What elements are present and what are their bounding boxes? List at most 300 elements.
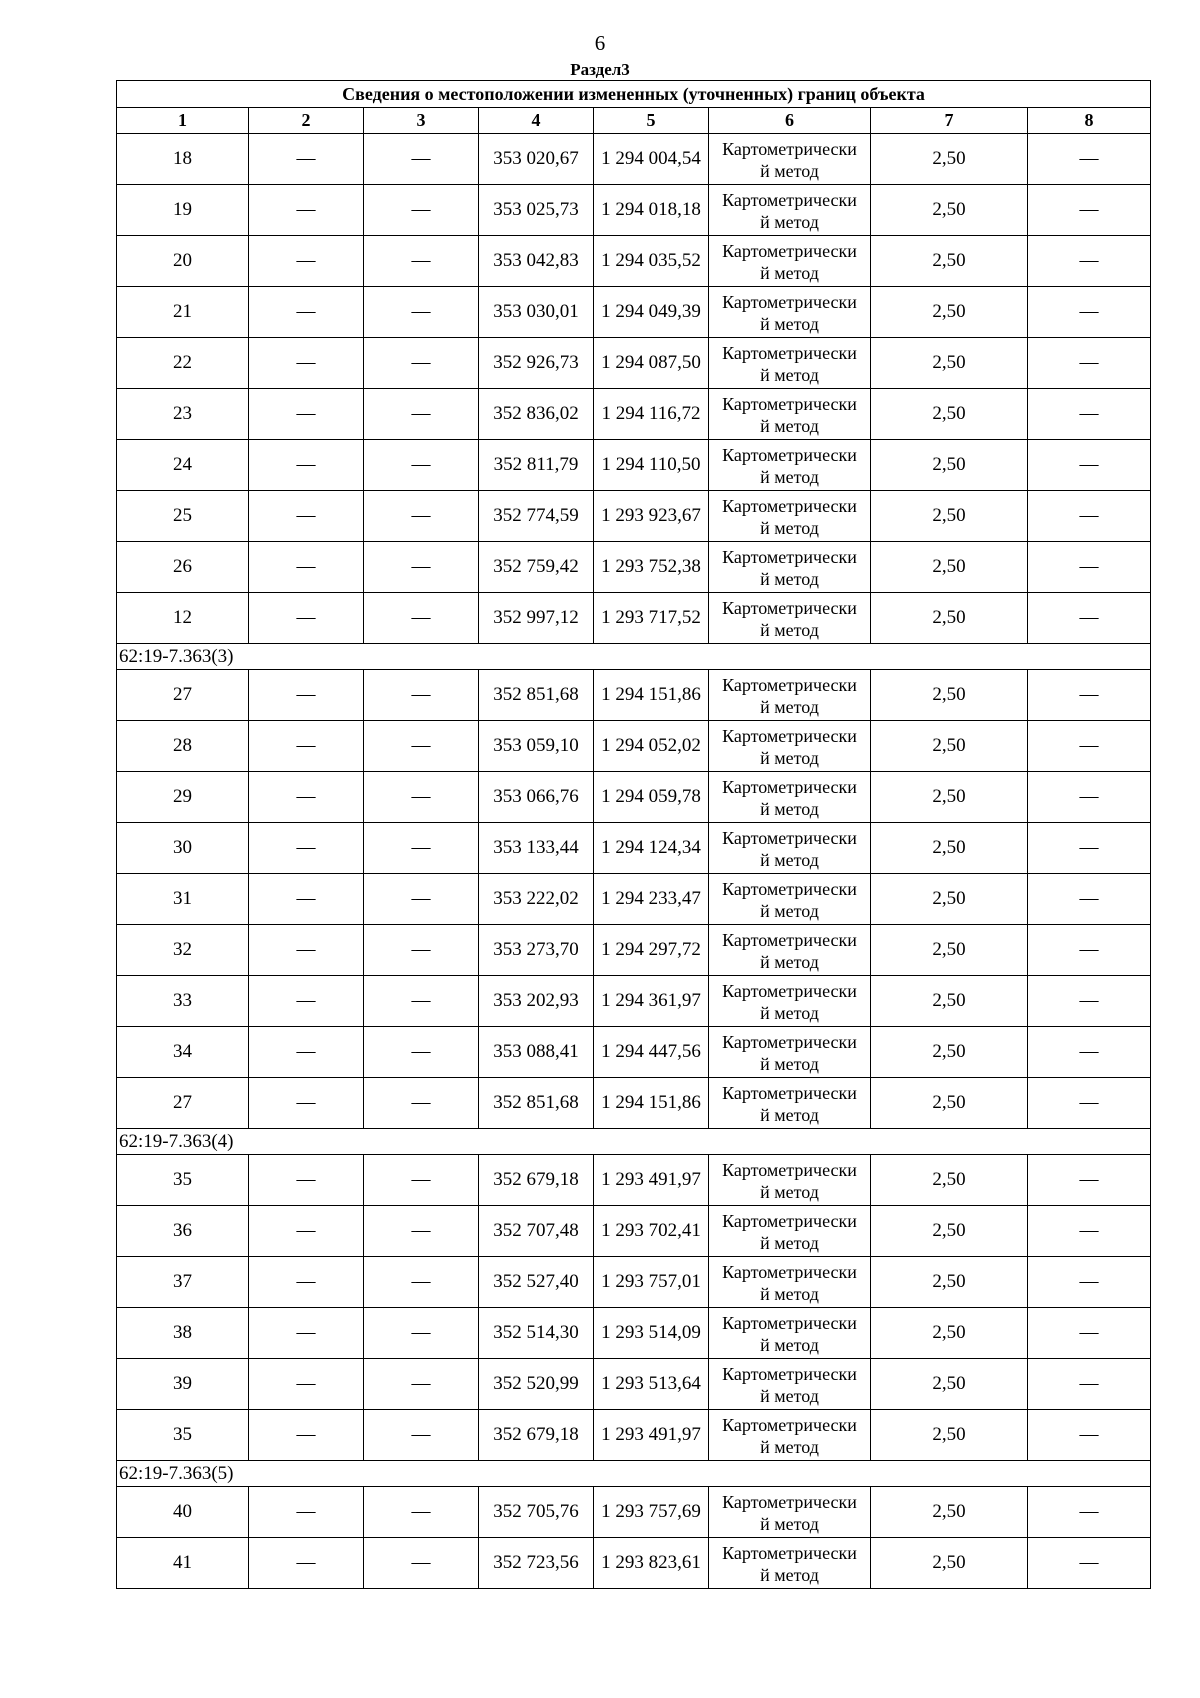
empty-dash: — — [364, 338, 479, 389]
point-number: 41 — [117, 1538, 249, 1589]
coordinate-y: 1 294 049,39 — [594, 287, 709, 338]
method-line-1: Картометрически — [722, 674, 857, 695]
method-line-1: Картометрически — [722, 393, 857, 414]
method-cell — [709, 1487, 871, 1538]
point-number: 27 — [117, 1078, 249, 1129]
method-line-2: й метод — [760, 696, 819, 717]
method-line-1: Картометрически — [722, 980, 857, 1001]
table-row — [117, 1078, 1151, 1129]
empty-dash: — — [249, 1308, 364, 1359]
point-number: 29 — [117, 772, 249, 823]
empty-dash: — — [249, 593, 364, 644]
method-cell — [709, 925, 871, 976]
coordinate-x: 353 020,67 — [479, 134, 594, 185]
method-line-1: Картометрически — [722, 138, 857, 159]
empty-dash: — — [1028, 491, 1151, 542]
table-row — [117, 1410, 1151, 1461]
empty-dash: — — [1028, 185, 1151, 236]
table-row — [117, 338, 1151, 389]
table-row — [117, 670, 1151, 721]
method-line-1: Картометрически — [722, 495, 857, 516]
method-cell — [709, 440, 871, 491]
coordinate-y: 1 294 151,86 — [594, 1078, 709, 1129]
empty-dash: — — [364, 1257, 479, 1308]
empty-dash: — — [364, 670, 479, 721]
table-row — [117, 1359, 1151, 1410]
method-line-1: Картометрически — [722, 1031, 857, 1052]
coordinate-x: 352 514,30 — [479, 1308, 594, 1359]
method-line-2: й метод — [760, 517, 819, 538]
empty-dash: — — [249, 1206, 364, 1257]
method-line-2: й метод — [760, 1436, 819, 1457]
parcel-group-label: 62:19-7.363(4) — [117, 1129, 1151, 1155]
accuracy-value: 2,50 — [871, 134, 1028, 185]
empty-dash: — — [249, 925, 364, 976]
coordinate-x: 352 926,73 — [479, 338, 594, 389]
empty-dash: — — [1028, 925, 1151, 976]
coordinate-y: 1 293 514,09 — [594, 1308, 709, 1359]
coordinate-y: 1 294 052,02 — [594, 721, 709, 772]
empty-dash: — — [1028, 874, 1151, 925]
accuracy-value: 2,50 — [871, 1155, 1028, 1206]
coordinate-x: 353 273,70 — [479, 925, 594, 976]
method-cell — [709, 721, 871, 772]
empty-dash: — — [1028, 236, 1151, 287]
accuracy-value: 2,50 — [871, 185, 1028, 236]
accuracy-value: 2,50 — [871, 772, 1028, 823]
parcel-group-row — [117, 644, 1151, 670]
empty-dash: — — [364, 593, 479, 644]
empty-dash: — — [1028, 823, 1151, 874]
table-row — [117, 593, 1151, 644]
point-number: 26 — [117, 542, 249, 593]
table-row — [117, 287, 1151, 338]
coordinate-x: 353 088,41 — [479, 1027, 594, 1078]
table-row — [117, 874, 1151, 925]
method-cell — [709, 772, 871, 823]
empty-dash: — — [249, 440, 364, 491]
method-cell — [709, 389, 871, 440]
method-line-1: Картометрически — [722, 1159, 857, 1180]
method-line-2: й метод — [760, 951, 819, 972]
method-cell — [709, 236, 871, 287]
coordinate-x: 352 723,56 — [479, 1538, 594, 1589]
empty-dash: — — [364, 236, 479, 287]
table-row — [117, 1206, 1151, 1257]
method-cell — [709, 593, 871, 644]
coordinate-x: 353 133,44 — [479, 823, 594, 874]
table-row — [117, 185, 1151, 236]
table-row — [117, 1308, 1151, 1359]
empty-dash: — — [1028, 1257, 1151, 1308]
empty-dash: — — [364, 1027, 479, 1078]
point-number: 32 — [117, 925, 249, 976]
coordinate-x: 352 679,18 — [479, 1410, 594, 1461]
coordinate-x: 352 707,48 — [479, 1206, 594, 1257]
empty-dash: — — [364, 1308, 479, 1359]
empty-dash: — — [1028, 287, 1151, 338]
point-number: 39 — [117, 1359, 249, 1410]
method-line-1: Картометрически — [722, 776, 857, 797]
table-row — [117, 721, 1151, 772]
method-line-2: й метод — [760, 619, 819, 640]
table-row — [117, 1155, 1151, 1206]
method-cell — [709, 491, 871, 542]
empty-dash: — — [364, 542, 479, 593]
accuracy-value: 2,50 — [871, 1410, 1028, 1461]
coordinate-x: 353 222,02 — [479, 874, 594, 925]
point-number: 30 — [117, 823, 249, 874]
coordinate-y: 1 294 116,72 — [594, 389, 709, 440]
method-line-2: й метод — [760, 1513, 819, 1534]
empty-dash: — — [364, 874, 479, 925]
method-line-2: й метод — [760, 1564, 819, 1585]
coordinate-x: 353 066,76 — [479, 772, 594, 823]
coordinate-y: 1 293 757,69 — [594, 1487, 709, 1538]
boundary-coordinates-table — [116, 80, 1151, 1589]
method-line-2: й метод — [760, 364, 819, 385]
method-line-2: й метод — [760, 1002, 819, 1023]
method-cell — [709, 1027, 871, 1078]
point-number: 36 — [117, 1206, 249, 1257]
point-number: 24 — [117, 440, 249, 491]
empty-dash: — — [364, 1487, 479, 1538]
empty-dash: — — [364, 287, 479, 338]
coordinate-x: 352 851,68 — [479, 670, 594, 721]
method-line-2: й метод — [760, 1334, 819, 1355]
empty-dash: — — [1028, 440, 1151, 491]
method-line-2: й метод — [760, 262, 819, 283]
empty-dash: — — [364, 976, 479, 1027]
point-number: 31 — [117, 874, 249, 925]
method-line-1: Картометрически — [722, 1363, 857, 1384]
column-header: 4 — [479, 108, 594, 134]
point-number: 12 — [117, 593, 249, 644]
accuracy-value: 2,50 — [871, 1359, 1028, 1410]
empty-dash: — — [1028, 542, 1151, 593]
coordinate-y: 1 294 233,47 — [594, 874, 709, 925]
accuracy-value: 2,50 — [871, 925, 1028, 976]
coordinate-y: 1 293 491,97 — [594, 1410, 709, 1461]
coordinate-x: 352 759,42 — [479, 542, 594, 593]
parcel-group-label: 62:19-7.363(3) — [117, 644, 1151, 670]
coordinate-y: 1 294 447,56 — [594, 1027, 709, 1078]
table-row — [117, 542, 1151, 593]
empty-dash: — — [249, 1410, 364, 1461]
method-cell — [709, 1359, 871, 1410]
table-row — [117, 1257, 1151, 1308]
method-line-1: Картометрически — [722, 1414, 857, 1435]
empty-dash: — — [249, 491, 364, 542]
method-line-1: Картометрически — [722, 189, 857, 210]
coordinate-y: 1 294 297,72 — [594, 925, 709, 976]
empty-dash: — — [364, 389, 479, 440]
empty-dash: — — [249, 772, 364, 823]
method-line-1: Картометрически — [722, 1491, 857, 1512]
column-header: 8 — [1028, 108, 1151, 134]
empty-dash: — — [249, 874, 364, 925]
method-line-2: й метод — [760, 1283, 819, 1304]
coordinate-x: 352 705,76 — [479, 1487, 594, 1538]
empty-dash: — — [1028, 389, 1151, 440]
table-body — [117, 134, 1151, 1589]
section-title: Раздел3 — [570, 60, 630, 79]
empty-dash: — — [249, 287, 364, 338]
coordinate-x: 352 836,02 — [479, 389, 594, 440]
coordinate-y: 1 294 110,50 — [594, 440, 709, 491]
accuracy-value: 2,50 — [871, 491, 1028, 542]
coordinate-y: 1 294 004,54 — [594, 134, 709, 185]
method-line-1: Картометрически — [722, 291, 857, 312]
empty-dash: — — [249, 721, 364, 772]
accuracy-value: 2,50 — [871, 721, 1028, 772]
empty-dash: — — [364, 134, 479, 185]
method-cell — [709, 134, 871, 185]
empty-dash: — — [364, 1155, 479, 1206]
empty-dash: — — [249, 134, 364, 185]
empty-dash: — — [1028, 976, 1151, 1027]
coordinate-y: 1 293 513,64 — [594, 1359, 709, 1410]
method-cell — [709, 1257, 871, 1308]
empty-dash: — — [249, 338, 364, 389]
empty-dash: — — [364, 185, 479, 236]
page-number: 6 — [594, 31, 606, 55]
empty-dash: — — [1028, 1206, 1151, 1257]
empty-dash: — — [249, 1257, 364, 1308]
method-line-1: Картометрически — [722, 342, 857, 363]
empty-dash: — — [1028, 772, 1151, 823]
column-header: 7 — [871, 108, 1028, 134]
method-line-2: й метод — [760, 1385, 819, 1406]
method-line-1: Картометрически — [722, 827, 857, 848]
accuracy-value: 2,50 — [871, 1487, 1028, 1538]
empty-dash: — — [1028, 1487, 1151, 1538]
table-row — [117, 440, 1151, 491]
coordinate-x: 352 527,40 — [479, 1257, 594, 1308]
coordinate-y: 1 294 087,50 — [594, 338, 709, 389]
table-row — [117, 925, 1151, 976]
method-line-2: й метод — [760, 1053, 819, 1074]
point-number: 19 — [117, 185, 249, 236]
accuracy-value: 2,50 — [871, 389, 1028, 440]
point-number: 27 — [117, 670, 249, 721]
coordinate-y: 1 293 823,61 — [594, 1538, 709, 1589]
table-row — [117, 491, 1151, 542]
empty-dash: — — [249, 542, 364, 593]
method-line-2: й метод — [760, 849, 819, 870]
empty-dash: — — [1028, 1027, 1151, 1078]
empty-dash: — — [249, 1538, 364, 1589]
method-line-2: й метод — [760, 1232, 819, 1253]
method-line-1: Картометрически — [722, 1261, 857, 1282]
method-line-1: Картометрически — [722, 725, 857, 746]
coordinate-x: 353 030,01 — [479, 287, 594, 338]
method-line-2: й метод — [760, 211, 819, 232]
method-line-1: Картометрически — [722, 1312, 857, 1333]
method-cell — [709, 1155, 871, 1206]
empty-dash: — — [1028, 670, 1151, 721]
method-line-2: й метод — [760, 415, 819, 436]
table-row — [117, 134, 1151, 185]
parcel-group-label: 62:19-7.363(5) — [117, 1461, 1151, 1487]
method-line-1: Картометрически — [722, 878, 857, 899]
parcel-group-row — [117, 1129, 1151, 1155]
coordinate-x: 352 811,79 — [479, 440, 594, 491]
coordinate-y: 1 294 361,97 — [594, 976, 709, 1027]
coordinate-y: 1 293 491,97 — [594, 1155, 709, 1206]
empty-dash: — — [1028, 134, 1151, 185]
accuracy-value: 2,50 — [871, 338, 1028, 389]
table-row — [117, 389, 1151, 440]
empty-dash: — — [1028, 1308, 1151, 1359]
empty-dash: — — [1028, 721, 1151, 772]
empty-dash: — — [364, 1359, 479, 1410]
method-cell — [709, 287, 871, 338]
point-number: 34 — [117, 1027, 249, 1078]
accuracy-value: 2,50 — [871, 1257, 1028, 1308]
coordinate-x: 352 997,12 — [479, 593, 594, 644]
coordinate-x: 353 202,93 — [479, 976, 594, 1027]
coordinate-y: 1 293 702,41 — [594, 1206, 709, 1257]
accuracy-value: 2,50 — [871, 1027, 1028, 1078]
empty-dash: — — [364, 772, 479, 823]
accuracy-value: 2,50 — [871, 1206, 1028, 1257]
point-number: 22 — [117, 338, 249, 389]
method-line-1: Картометрически — [722, 1542, 857, 1563]
point-number: 35 — [117, 1410, 249, 1461]
accuracy-value: 2,50 — [871, 287, 1028, 338]
table-row — [117, 1487, 1151, 1538]
method-line-2: й метод — [760, 313, 819, 334]
table-row — [117, 1538, 1151, 1589]
empty-dash: — — [249, 1027, 364, 1078]
empty-dash: — — [364, 823, 479, 874]
coordinate-x: 352 851,68 — [479, 1078, 594, 1129]
empty-dash: — — [364, 440, 479, 491]
method-line-2: й метод — [760, 160, 819, 181]
method-cell — [709, 823, 871, 874]
column-header: 1 — [117, 108, 249, 134]
coordinate-x: 352 679,18 — [479, 1155, 594, 1206]
method-line-1: Картометрически — [722, 546, 857, 567]
method-line-1: Картометрически — [722, 597, 857, 618]
coordinate-y: 1 294 018,18 — [594, 185, 709, 236]
empty-dash: — — [364, 491, 479, 542]
method-cell — [709, 1538, 871, 1589]
empty-dash: — — [1028, 1359, 1151, 1410]
column-header: 6 — [709, 108, 871, 134]
table-row — [117, 823, 1151, 874]
empty-dash: — — [1028, 593, 1151, 644]
accuracy-value: 2,50 — [871, 593, 1028, 644]
empty-dash: — — [249, 670, 364, 721]
method-cell — [709, 976, 871, 1027]
coordinate-y: 1 293 923,67 — [594, 491, 709, 542]
empty-dash: — — [249, 236, 364, 287]
accuracy-value: 2,50 — [871, 670, 1028, 721]
empty-dash: — — [1028, 1078, 1151, 1129]
point-number: 21 — [117, 287, 249, 338]
empty-dash: — — [364, 925, 479, 976]
point-number: 33 — [117, 976, 249, 1027]
coordinate-x: 352 520,99 — [479, 1359, 594, 1410]
point-number: 28 — [117, 721, 249, 772]
table-row — [117, 976, 1151, 1027]
method-line-2: й метод — [760, 798, 819, 819]
method-cell — [709, 874, 871, 925]
coordinate-y: 1 293 717,52 — [594, 593, 709, 644]
column-header: 3 — [364, 108, 479, 134]
point-number: 18 — [117, 134, 249, 185]
column-header: 5 — [594, 108, 709, 134]
empty-dash: — — [249, 1359, 364, 1410]
accuracy-value: 2,50 — [871, 542, 1028, 593]
method-line-1: Картометрически — [722, 240, 857, 261]
method-cell — [709, 338, 871, 389]
method-line-2: й метод — [760, 1181, 819, 1202]
accuracy-value: 2,50 — [871, 874, 1028, 925]
method-line-1: Картометрически — [722, 929, 857, 950]
accuracy-value: 2,50 — [871, 976, 1028, 1027]
accuracy-value: 2,50 — [871, 1538, 1028, 1589]
coordinate-y: 1 294 059,78 — [594, 772, 709, 823]
method-cell — [709, 1308, 871, 1359]
parcel-group-row — [117, 1461, 1151, 1487]
method-line-1: Картометрически — [722, 1082, 857, 1103]
accuracy-value: 2,50 — [871, 823, 1028, 874]
empty-dash: — — [249, 1487, 364, 1538]
empty-dash: — — [364, 1206, 479, 1257]
empty-dash: — — [1028, 338, 1151, 389]
empty-dash: — — [1028, 1538, 1151, 1589]
method-cell — [709, 185, 871, 236]
accuracy-value: 2,50 — [871, 440, 1028, 491]
column-header: 2 — [249, 108, 364, 134]
coordinate-y: 1 294 035,52 — [594, 236, 709, 287]
point-number: 20 — [117, 236, 249, 287]
point-number: 23 — [117, 389, 249, 440]
method-cell — [709, 1410, 871, 1461]
method-line-2: й метод — [760, 466, 819, 487]
empty-dash: — — [249, 823, 364, 874]
empty-dash: — — [1028, 1410, 1151, 1461]
point-number: 37 — [117, 1257, 249, 1308]
table-caption: Сведения о местоположении измененных (уточненных) границ объекта — [117, 81, 1151, 108]
empty-dash: — — [249, 389, 364, 440]
method-cell — [709, 542, 871, 593]
coordinate-x: 352 774,59 — [479, 491, 594, 542]
table-row — [117, 236, 1151, 287]
point-number: 38 — [117, 1308, 249, 1359]
accuracy-value: 2,50 — [871, 236, 1028, 287]
coordinate-y: 1 293 757,01 — [594, 1257, 709, 1308]
method-line-2: й метод — [760, 1104, 819, 1125]
point-number: 40 — [117, 1487, 249, 1538]
method-cell — [709, 1078, 871, 1129]
coordinate-x: 353 042,83 — [479, 236, 594, 287]
empty-dash: — — [249, 976, 364, 1027]
empty-dash: — — [249, 1078, 364, 1129]
coordinate-y: 1 294 124,34 — [594, 823, 709, 874]
empty-dash: — — [364, 721, 479, 772]
method-cell — [709, 670, 871, 721]
point-number: 25 — [117, 491, 249, 542]
empty-dash: — — [1028, 1155, 1151, 1206]
table-row — [117, 772, 1151, 823]
coordinate-x: 353 059,10 — [479, 721, 594, 772]
empty-dash: — — [364, 1538, 479, 1589]
coordinate-y: 1 293 752,38 — [594, 542, 709, 593]
